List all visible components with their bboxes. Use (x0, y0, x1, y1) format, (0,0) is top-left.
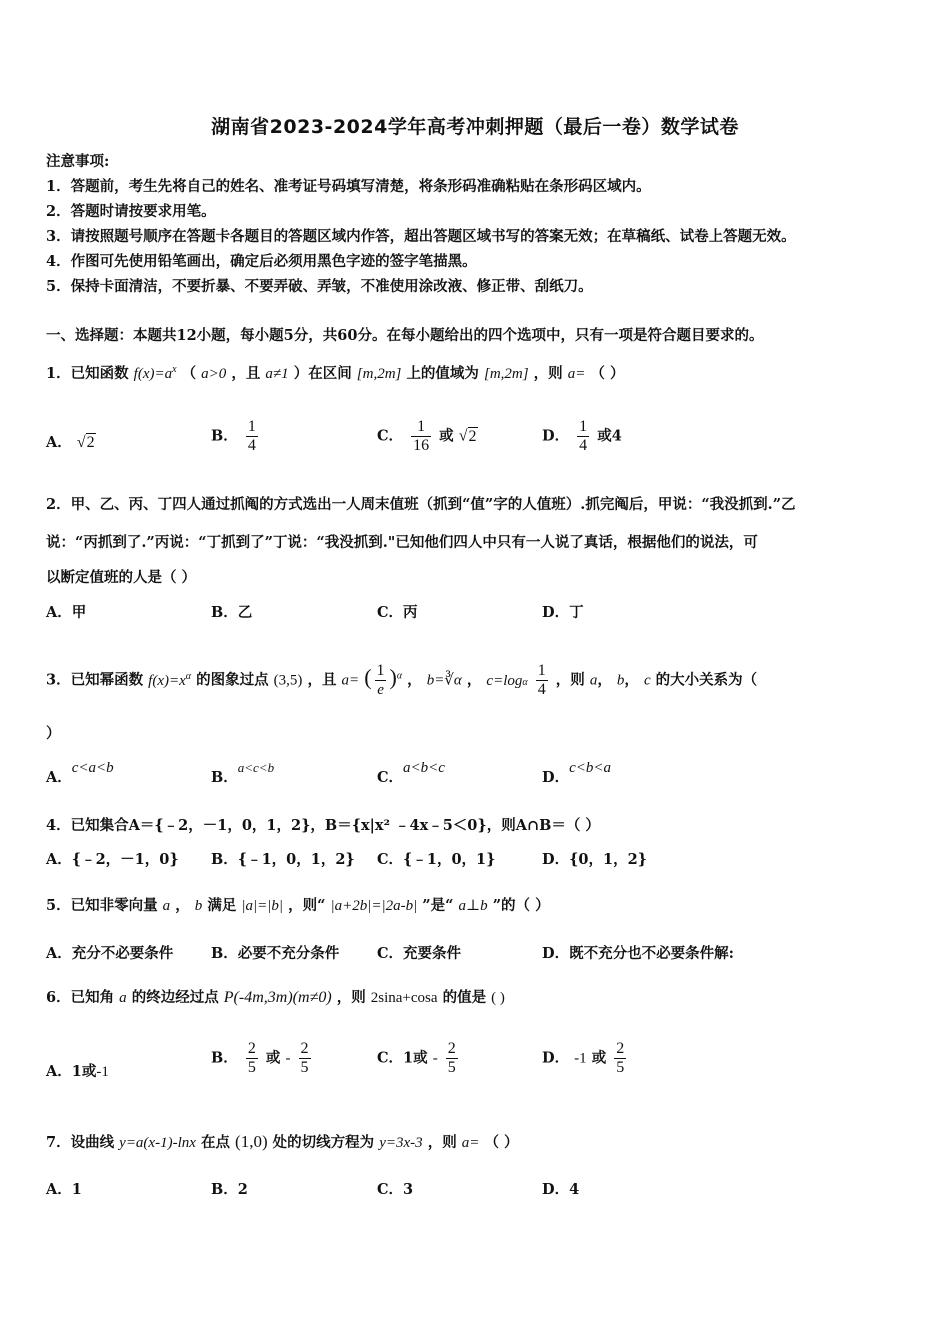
option-label: A． (46, 434, 72, 451)
numerator: 1 (579, 418, 588, 435)
question-7 (46, 1132, 519, 1153)
q2-option-c: C．丙 (377, 604, 418, 621)
q5-option-a: A．充分不必要条件 (46, 945, 174, 962)
q3-log: c=log (486, 672, 523, 689)
q2-option-a: A．甲 (46, 604, 87, 621)
q3-text: ，且 (307, 671, 337, 689)
notice-item-2: 2．答题时请按要求用笔。 (46, 203, 216, 220)
or-text: 或 (591, 1049, 607, 1067)
q6-text: 6．已知角 (46, 989, 115, 1006)
q5-expression: |a+2b|=|2a-b| (330, 898, 418, 914)
q6-text: 的值是 (442, 989, 487, 1006)
minus-sign: - (285, 1050, 291, 1067)
fraction (375, 662, 387, 699)
q1-option-d (542, 418, 622, 455)
q7-option-b: B．2 (211, 1181, 248, 1198)
question-2-line-2: 说：“丙抓到了.”丙说：“丁抓到了”丁说：“我没抓到."已知他们四人中只有一人说了真话，根据他们的说法，可 (46, 534, 758, 551)
q3-power-function (148, 670, 192, 689)
numerator: 2 (300, 1040, 309, 1057)
q7-ask: a= (461, 1135, 480, 1151)
notice-item-3: 3．请按照题号顺序在答题卡各题目的答题区域内作答，超出答题区域书写的答案无效；在草稿纸、试卷上答题无效。 (46, 228, 796, 245)
q4-option-a: A．{﹣2，－1，0} (46, 851, 179, 868)
option-label: A． (46, 769, 72, 786)
numerator: 1 (537, 662, 546, 679)
q7-option-c: C．3 (377, 1181, 414, 1198)
q7-paren: （ ） (484, 1134, 519, 1151)
exam-title: 湖南省2023-2024学年高考冲刺押题（最后一卷）数学试卷 (211, 116, 739, 138)
q3-point: (3,5) (273, 672, 303, 689)
var-a: a (589, 672, 598, 689)
right-paren: ) (389, 664, 397, 690)
q3-a-def: a= (341, 672, 360, 689)
denominator: 5 (616, 1059, 625, 1076)
denominator: 4 (579, 437, 588, 454)
vector-a: a (162, 898, 171, 914)
option-value: c<b<a (569, 760, 611, 776)
option-label: D． (542, 1049, 570, 1067)
q3-function-exp: α (185, 670, 192, 682)
q5-option-c: C．充要条件 (377, 945, 462, 962)
q1-text: ，则 (533, 365, 563, 382)
numerator: 1 (417, 418, 426, 435)
q6-point: P(-4m,3m)(m≠0) (223, 989, 332, 1006)
question-2-line-3: 以断定值班的人是（ ） (46, 569, 197, 586)
denominator: 5 (447, 1059, 456, 1076)
q5-text: ”是“ (422, 897, 454, 914)
q1-text: ，且 (231, 365, 261, 382)
question-6 (46, 988, 505, 1008)
q1-function-base: f(x)=a (133, 366, 173, 382)
q7-point: (1,0) (235, 1132, 268, 1151)
option-label: C． (377, 427, 404, 445)
numerator: 1 (247, 418, 256, 435)
option-value: -1 (96, 1064, 109, 1080)
numerator: 2 (247, 1040, 256, 1057)
q6-option-d (542, 1040, 629, 1077)
option-label: B． (211, 427, 238, 445)
exponent: α (396, 670, 403, 682)
q3-option-d (542, 760, 611, 788)
q1-text: 上的值域为 (406, 365, 479, 382)
option-label: D． (542, 427, 570, 445)
q5-text: ， (175, 897, 190, 914)
q1-text: ）在区间 (293, 365, 352, 382)
q3-c-def (486, 673, 527, 689)
denominator: 4 (247, 437, 256, 454)
notice-item-4: 4．作图可先使用铅笔画出，确定后必须用黑色字迹的签字笔描黑。 (46, 253, 477, 270)
q3-text: 的大小关系为（ (655, 671, 758, 689)
q7-option-a: A．1 (46, 1181, 82, 1198)
q5-perpendicular: a⊥b (458, 898, 488, 914)
numerator: 2 (447, 1040, 456, 1057)
log-base: α (522, 676, 528, 688)
q1-option-a (46, 433, 96, 453)
q5-text: 满足 (207, 897, 237, 914)
fraction (446, 1040, 458, 1077)
q1-cond-2: a≠1 (265, 366, 289, 382)
option-value: a<b<c (403, 760, 445, 776)
denominator: 5 (300, 1059, 309, 1076)
q6-paren: ( ) (491, 990, 505, 1006)
question-4: 4．已知集合A＝{﹣2，－1，0，1，2}，B＝{x|x² ﹣4x﹣5＜0}，则A∩B＝（ ） (46, 817, 600, 834)
q3-option-b (211, 760, 275, 788)
q3-text: ，则 (555, 671, 585, 689)
notice-item-1: 1．答题前，考生先将自己的姓名、准考证号码填写清楚，将条形码准确粘贴在条形码区域内。 (46, 178, 651, 195)
option-label: D． (542, 769, 570, 786)
q5-condition: |a|=|b| (241, 898, 284, 914)
angle-a: a (119, 990, 127, 1006)
q3-b-def: b=∛α (426, 672, 462, 689)
question-2-line-1: 2．甲、乙、丙、丁四人通过抓阄的方式选出一人周末值班（抓到“值”字的人值班）.抓完阄后，甲说：“我没抓到.”乙 (46, 496, 796, 513)
fraction (577, 418, 589, 455)
q3-function-base: f(x)=x (148, 672, 186, 689)
fraction (246, 1040, 258, 1077)
q3-text: 的图象过点 (196, 671, 269, 689)
q1-text: 1．已知函数 (46, 365, 129, 382)
option-label: B． (211, 1049, 238, 1067)
q6-option-b (211, 1040, 314, 1077)
q5-text: ，则“ (288, 897, 326, 914)
q4-option-c: C．{﹣1，0，1} (377, 851, 496, 868)
q6-text: 的终边经过点 (131, 989, 219, 1006)
option-label: C．1或 (377, 1049, 428, 1067)
option-value: c<a<b (71, 760, 114, 776)
option-label: C． (377, 769, 404, 786)
question-1 (46, 360, 624, 384)
q1-function-exp: x (172, 364, 177, 375)
numerator: 2 (616, 1040, 625, 1057)
fraction (411, 418, 431, 455)
denominator: 4 (537, 681, 546, 698)
q5-text: 5．已知非零向量 (46, 897, 158, 914)
question-5 (46, 896, 550, 916)
q5-option-d: D．既不充分也不必要条件解: (542, 945, 734, 962)
q6-option-a (46, 1062, 109, 1082)
q5-text: ”的（ ） (492, 897, 550, 914)
fraction (299, 1040, 311, 1077)
q4-option-d: D．{0，1，2} (542, 851, 647, 868)
q3-option-a (46, 760, 114, 788)
q7-text: 处的切线方程为 (272, 1134, 375, 1151)
fraction (536, 662, 548, 699)
option-value: a<c<b (237, 760, 275, 775)
q7-tangent-line: y=3x-3 (379, 1135, 423, 1151)
fraction (614, 1040, 626, 1077)
option-label: B． (211, 769, 238, 786)
section-heading: 一、选择题：本题共12小题，每小题5分，共60分。在每小题给出的四个选项中，只有一项是符合题目要求的。 (46, 327, 764, 344)
q7-text: ，则 (427, 1134, 457, 1151)
radicand: 2 (86, 434, 95, 451)
q3-close-paren: ） (46, 725, 61, 742)
var-b: b (616, 672, 625, 689)
q1-text: （ (181, 365, 197, 382)
q6-option-c (377, 1040, 461, 1077)
var-c: c (643, 672, 651, 689)
q1-option-c (377, 418, 478, 455)
question-3: 3．已知幂函数 $f(x)=x^\alpha$ 的图象过点 (3,5) ，且 a= ( $\frac{1}{e}$ )$^\alpha$ ， b=∛α ， c=logα $\frac{1}{4}$ ，则 a， b， c 的大小关系为（ (46, 662, 758, 698)
q6-text: ，则 (336, 989, 366, 1006)
q1-ask: a= (567, 366, 586, 382)
q1-function (134, 366, 177, 382)
q3-option-c (377, 760, 445, 788)
q1-paren: （ ） (590, 365, 625, 382)
q7-option-d: D．4 (542, 1181, 580, 1198)
q5-option-b: B．必要不充分条件 (211, 945, 340, 962)
sqrt-expr: √2 (458, 427, 477, 445)
sqrt-expr: √2 (76, 434, 95, 451)
option-value: -1 (574, 1050, 587, 1067)
or-text: 或 (439, 427, 454, 445)
q7-text: 在点 (200, 1134, 230, 1151)
notice-item-5: 5．保持卡面清洁，不要折暴、不要弄破、弄皱，不准使用涂改液、修正带、刮纸刀。 (46, 278, 593, 295)
denominator: e (377, 682, 384, 698)
q4-option-b: B．{﹣1，0，1，2} (211, 851, 355, 868)
q1-range: [m,2m] (484, 366, 529, 382)
q6-expression: 2sina+cosa (370, 990, 438, 1006)
denominator: 16 (413, 437, 430, 454)
fraction (246, 418, 258, 455)
numerator: 1 (376, 662, 385, 679)
or-text: 或 (265, 1049, 281, 1067)
q2-option-b: B．乙 (211, 604, 253, 621)
q3-text: 3．已知幂函数 (46, 671, 144, 689)
denominator: 5 (247, 1059, 256, 1076)
or-text: 或4 (597, 427, 622, 445)
q7-curve: y=a(x-1)-lnx (119, 1135, 196, 1151)
minus-sign: - (432, 1050, 438, 1067)
radicand: 2 (468, 427, 477, 445)
q1-option-b (211, 418, 261, 455)
q7-text: 7．设曲线 (46, 1134, 115, 1151)
q1-cond-1: a>0 (201, 366, 227, 382)
q1-interval: [m,2m] (356, 366, 402, 382)
q2-option-d: D．丁 (542, 604, 584, 621)
notice-heading: 注意事项: (46, 153, 110, 170)
left-paren: ( (364, 664, 372, 690)
option-label: A．1或 (46, 1063, 97, 1080)
vector-b: b (194, 898, 203, 914)
